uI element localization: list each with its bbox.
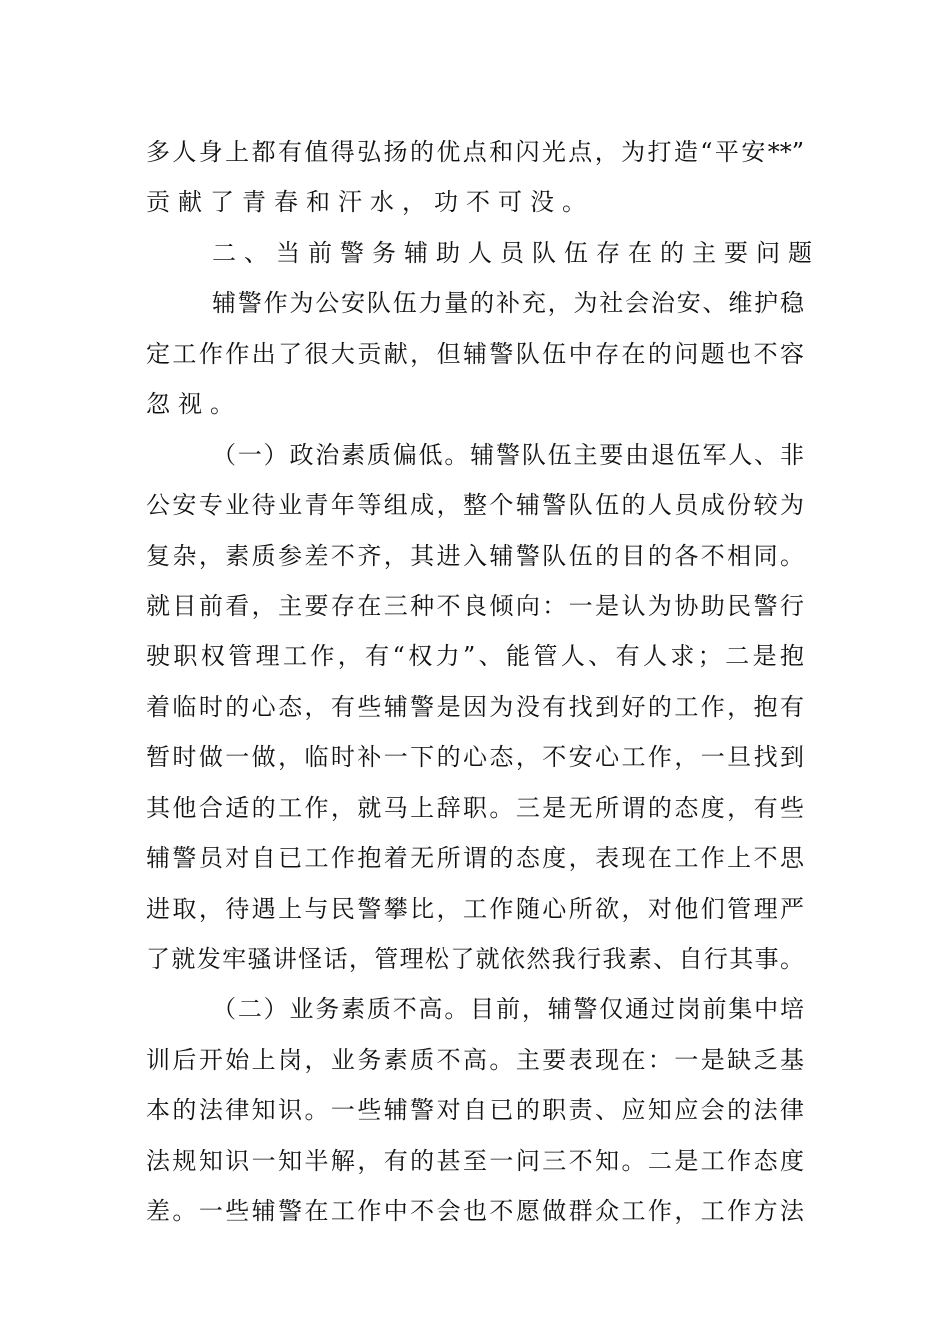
- text-line: 其他合适的工作，就马上辞职。三是无所谓的态度，有些: [146, 793, 804, 822]
- text-line: 暂时做一做，临时补一下的心态，不安心工作，一旦找到: [146, 743, 804, 772]
- text-line: 本的法律知识。一些辅警对自已的职责、应知应会的法律: [146, 1096, 804, 1125]
- text-line: （二）业务素质不高。目前，辅警仅通过岗前集中培: [212, 995, 804, 1024]
- paragraph: [146, 430, 804, 985]
- document-page: [146, 127, 820, 1237]
- paragraph: [146, 278, 804, 429]
- text-line: 差。一些辅警在工作中不会也不愿做群众工作，工作方法: [146, 1197, 804, 1226]
- section-heading: [146, 228, 820, 278]
- text-line: 了就发牢骚讲怪话，管理松了就依然我行我素、自行其事。: [146, 945, 804, 973]
- text-line: 辅警员对自已工作抱着无所谓的态度，表现在工作上不思: [146, 844, 804, 873]
- text-line: 辅警作为公安队伍力量的补充，为社会治安、维护稳: [212, 289, 804, 318]
- text-line: 定工作作出了很大贡献，但辅警队伍中存在的问题也不容: [146, 339, 804, 368]
- paragraph: [146, 984, 804, 1236]
- text-line: 着临时的心态，有些辅警是因为没有找到好的工作，抱有: [146, 692, 804, 721]
- text-line: 公安专业待业青年等组成，整个辅警队伍的人员成份较为: [146, 491, 804, 520]
- text-line: 贡献了青春和汗水，功不可没。: [146, 188, 594, 217]
- text-line: 多人身上都有值得弘扬的优点和闪光点，为打造“平安**”: [146, 138, 804, 166]
- text-line: 驶职权管理工作，有“权力”、能管人、有人求；二是抱: [146, 642, 804, 671]
- text-line: 忽视。: [146, 390, 242, 419]
- text-line: 法规知识一知半解，有的甚至一问三不知。二是工作态度: [146, 1146, 804, 1175]
- text-line: 就目前看，主要存在三种不良倾向：一是认为协助民警行: [146, 591, 804, 620]
- text-line: （一）政治素质偏低。辅警队伍主要由退伍军人、非: [212, 440, 804, 469]
- text-line: 复杂，素质参差不齐，其进入辅警队伍的目的各不相同。: [146, 541, 804, 570]
- text-line: 训后开始上岗，业务素质不高。主要表现在：一是缺乏基: [146, 1045, 804, 1074]
- text-line: 二、当前警务辅助人员队伍存在的主要问题: [212, 238, 820, 267]
- paragraph: [146, 127, 804, 228]
- text-line: 进取，待遇上与民警攀比，工作随心所欲，对他们管理严: [146, 894, 804, 923]
